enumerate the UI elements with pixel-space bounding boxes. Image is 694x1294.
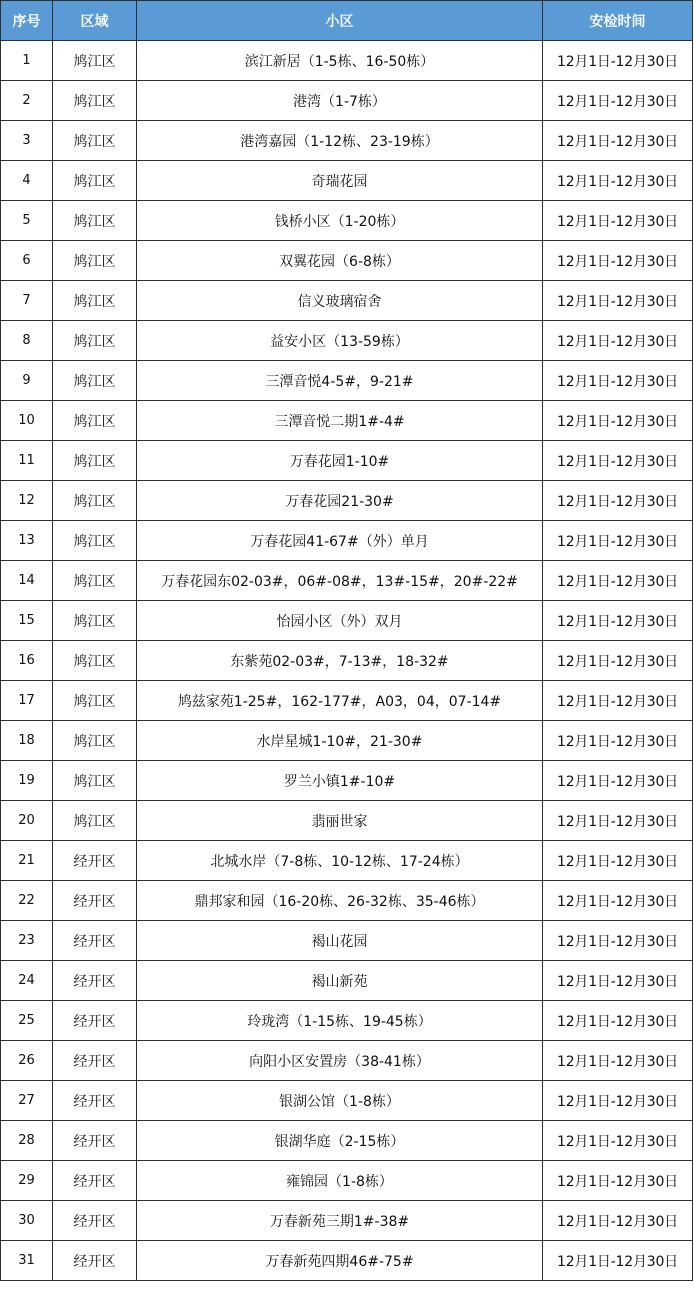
table-row [1, 481, 693, 521]
cell-community: 万春花园1-10# [137, 441, 543, 481]
table-row [1, 201, 693, 241]
table-row [1, 41, 693, 81]
cell-community: 万春新苑四期46#-75# [137, 1241, 543, 1281]
cell-time: 12月1日-12月30日 [543, 841, 693, 881]
cell-index: 2 [1, 81, 53, 121]
table-row [1, 1161, 693, 1201]
cell-time: 12月1日-12月30日 [543, 121, 693, 161]
cell-time: 12月1日-12月30日 [543, 81, 693, 121]
cell-district: 经开区 [53, 1121, 137, 1161]
cell-community: 褐山花园 [137, 921, 543, 961]
cell-time: 12月1日-12月30日 [543, 321, 693, 361]
cell-index: 30 [1, 1201, 53, 1241]
cell-district: 鸠江区 [53, 281, 137, 321]
cell-district: 鸠江区 [53, 321, 137, 361]
cell-index: 7 [1, 281, 53, 321]
table-row [1, 321, 693, 361]
cell-community: 银湖公馆（1-8栋） [137, 1081, 543, 1121]
cell-index: 14 [1, 561, 53, 601]
cell-index: 27 [1, 1081, 53, 1121]
cell-community: 翡丽世家 [137, 801, 543, 841]
table-row [1, 1081, 693, 1121]
cell-community: 三潭音悦二期1#-4# [137, 401, 543, 441]
header-district: 区域 [53, 1, 137, 41]
cell-district: 鸠江区 [53, 801, 137, 841]
cell-district: 鸠江区 [53, 401, 137, 441]
cell-district: 鸠江区 [53, 201, 137, 241]
table-row [1, 961, 693, 1001]
header-row [1, 1, 693, 41]
cell-index: 3 [1, 121, 53, 161]
cell-district: 鸠江区 [53, 721, 137, 761]
cell-district: 鸠江区 [53, 561, 137, 601]
table-row [1, 281, 693, 321]
cell-index: 24 [1, 961, 53, 1001]
table-row [1, 121, 693, 161]
cell-district: 鸠江区 [53, 121, 137, 161]
cell-index: 18 [1, 721, 53, 761]
cell-index: 28 [1, 1121, 53, 1161]
table-row [1, 601, 693, 641]
cell-community: 万春花园41-67#（外）单月 [137, 521, 543, 561]
cell-index: 13 [1, 521, 53, 561]
cell-time: 12月1日-12月30日 [543, 1081, 693, 1121]
header-index: 序号 [1, 1, 53, 41]
cell-time: 12月1日-12月30日 [543, 761, 693, 801]
cell-community: 怡园小区（外）双月 [137, 601, 543, 641]
cell-time: 12月1日-12月30日 [543, 1201, 693, 1241]
cell-index: 26 [1, 1041, 53, 1081]
cell-index: 31 [1, 1241, 53, 1281]
cell-index: 4 [1, 161, 53, 201]
table-row [1, 81, 693, 121]
cell-community: 滨江新居（1-5栋、16-50栋） [137, 41, 543, 81]
cell-district: 经开区 [53, 1001, 137, 1041]
cell-district: 鸠江区 [53, 81, 137, 121]
cell-index: 16 [1, 641, 53, 681]
cell-time: 12月1日-12月30日 [543, 361, 693, 401]
header-community: 小区 [137, 1, 543, 41]
cell-index: 10 [1, 401, 53, 441]
cell-index: 21 [1, 841, 53, 881]
cell-community: 益安小区（13-59栋） [137, 321, 543, 361]
cell-time: 12月1日-12月30日 [543, 1041, 693, 1081]
cell-time: 12月1日-12月30日 [543, 1001, 693, 1041]
header-time: 安检时间 [543, 1, 693, 41]
cell-index: 25 [1, 1001, 53, 1041]
cell-index: 6 [1, 241, 53, 281]
table-row [1, 241, 693, 281]
cell-index: 29 [1, 1161, 53, 1201]
cell-time: 12月1日-12月30日 [543, 441, 693, 481]
table-row [1, 761, 693, 801]
cell-district: 鸠江区 [53, 641, 137, 681]
cell-community: 万春花园21-30# [137, 481, 543, 521]
cell-time: 12月1日-12月30日 [543, 1241, 693, 1281]
table-row [1, 721, 693, 761]
cell-district: 鸠江区 [53, 681, 137, 721]
cell-time: 12月1日-12月30日 [543, 681, 693, 721]
cell-time: 12月1日-12月30日 [543, 41, 693, 81]
cell-community: 向阳小区安置房（38-41栋） [137, 1041, 543, 1081]
cell-community: 港湾（1-7栋） [137, 81, 543, 121]
cell-time: 12月1日-12月30日 [543, 801, 693, 841]
cell-community: 东紫苑02-03#，7-13#，18-32# [137, 641, 543, 681]
cell-community: 钱桥小区（1-20栋） [137, 201, 543, 241]
table-row [1, 641, 693, 681]
cell-index: 5 [1, 201, 53, 241]
cell-community: 奇瑞花园 [137, 161, 543, 201]
cell-index: 23 [1, 921, 53, 961]
cell-index: 9 [1, 361, 53, 401]
cell-district: 经开区 [53, 961, 137, 1001]
table-body [1, 41, 693, 1281]
cell-time: 12月1日-12月30日 [543, 521, 693, 561]
table-row [1, 881, 693, 921]
cell-community: 三潭音悦4-5#，9-21# [137, 361, 543, 401]
cell-community: 银湖华庭（2-15栋） [137, 1121, 543, 1161]
table-row [1, 361, 693, 401]
cell-time: 12月1日-12月30日 [543, 241, 693, 281]
cell-time: 12月1日-12月30日 [543, 721, 693, 761]
cell-index: 1 [1, 41, 53, 81]
cell-district: 鸠江区 [53, 241, 137, 281]
cell-community: 万春新苑三期1#-38# [137, 1201, 543, 1241]
cell-index: 11 [1, 441, 53, 481]
cell-time: 12月1日-12月30日 [543, 561, 693, 601]
cell-district: 经开区 [53, 921, 137, 961]
cell-time: 12月1日-12月30日 [543, 601, 693, 641]
cell-district: 鸠江区 [53, 441, 137, 481]
cell-time: 12月1日-12月30日 [543, 281, 693, 321]
cell-index: 12 [1, 481, 53, 521]
cell-time: 12月1日-12月30日 [543, 401, 693, 441]
cell-time: 12月1日-12月30日 [543, 961, 693, 1001]
cell-community: 鸠兹家苑1-25#，162-177#，A03，04，07-14# [137, 681, 543, 721]
cell-index: 22 [1, 881, 53, 921]
table-row [1, 161, 693, 201]
cell-community: 信义玻璃宿舍 [137, 281, 543, 321]
table-row [1, 561, 693, 601]
cell-community: 玲珑湾（1-15栋、19-45栋） [137, 1001, 543, 1041]
cell-district: 鸠江区 [53, 521, 137, 561]
cell-district: 经开区 [53, 881, 137, 921]
table-row [1, 441, 693, 481]
table-row [1, 401, 693, 441]
cell-community: 鼎邦家和园（16-20栋、26-32栋、35-46栋） [137, 881, 543, 921]
table-row [1, 1201, 693, 1241]
cell-district: 鸠江区 [53, 161, 137, 201]
table-row [1, 1241, 693, 1281]
cell-district: 鸠江区 [53, 601, 137, 641]
cell-time: 12月1日-12月30日 [543, 161, 693, 201]
cell-time: 12月1日-12月30日 [543, 201, 693, 241]
cell-index: 15 [1, 601, 53, 641]
cell-community: 北城水岸（7-8栋、10-12栋、17-24栋） [137, 841, 543, 881]
table-row [1, 681, 693, 721]
cell-community: 双翼花园（6-8栋） [137, 241, 543, 281]
table-row [1, 841, 693, 881]
cell-district: 经开区 [53, 841, 137, 881]
cell-district: 鸠江区 [53, 361, 137, 401]
cell-community: 雍锦园（1-8栋） [137, 1161, 543, 1201]
cell-community: 港湾嘉园（1-12栋、23-19栋） [137, 121, 543, 161]
cell-district: 经开区 [53, 1041, 137, 1081]
cell-district: 经开区 [53, 1161, 137, 1201]
cell-index: 20 [1, 801, 53, 841]
cell-time: 12月1日-12月30日 [543, 881, 693, 921]
table-row [1, 801, 693, 841]
cell-index: 17 [1, 681, 53, 721]
cell-district: 鸠江区 [53, 481, 137, 521]
cell-time: 12月1日-12月30日 [543, 1161, 693, 1201]
cell-time: 12月1日-12月30日 [543, 921, 693, 961]
cell-district: 鸠江区 [53, 761, 137, 801]
cell-district: 经开区 [53, 1081, 137, 1121]
cell-community: 水岸星城1-10#，21-30# [137, 721, 543, 761]
cell-index: 8 [1, 321, 53, 361]
cell-community: 罗兰小镇1#-10# [137, 761, 543, 801]
cell-community: 褐山新苑 [137, 961, 543, 1001]
cell-district: 经开区 [53, 1241, 137, 1281]
table-row [1, 1001, 693, 1041]
cell-time: 12月1日-12月30日 [543, 481, 693, 521]
table-row [1, 521, 693, 561]
table-row [1, 1041, 693, 1081]
cell-district: 鸠江区 [53, 41, 137, 81]
table-row [1, 1121, 693, 1161]
cell-time: 12月1日-12月30日 [543, 641, 693, 681]
table-row [1, 921, 693, 961]
cell-index: 19 [1, 761, 53, 801]
cell-district: 经开区 [53, 1201, 137, 1241]
cell-community: 万春花园东02-03#，06#-08#，13#-15#，20#-22# [137, 561, 543, 601]
cell-time: 12月1日-12月30日 [543, 1121, 693, 1161]
